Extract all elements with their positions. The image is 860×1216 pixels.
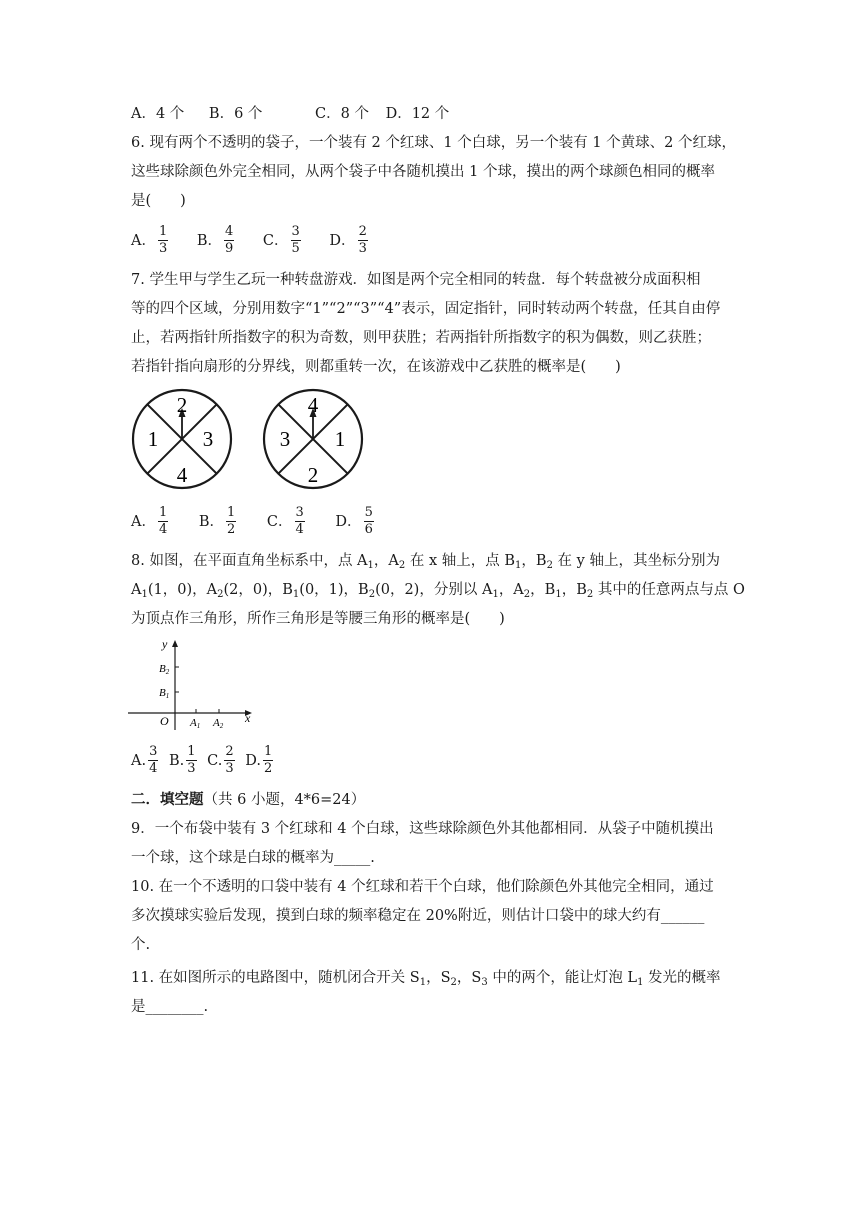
a1-label: A1 (190, 717, 201, 730)
section-2-title: 二．填空题 (131, 791, 204, 808)
spinner-2-left: 3 (279, 427, 291, 451)
b1-label: B1 (159, 687, 170, 700)
q7-line-1: 7. 学生甲与学生乙玩一种转盘游戏．如图是两个完全相同的转盘．每个转盘被分成面积相 (131, 272, 701, 288)
spinner-1-bottom: 4 (176, 463, 188, 487)
q5-option-c: C．8 个 (315, 106, 369, 122)
q8-option-b: B. $\frac{1}{3}$ (168, 743, 196, 776)
spinner-2-bottom: 2 (307, 463, 319, 487)
q6-option-b: B． $\frac{4}{9}$ (196, 223, 234, 256)
q6-line-3: 是( ) (131, 193, 186, 209)
q7-line-3: 止，若两指针所指数字的积为奇数，则甲获胜；若两指针所指数字的积为偶数，则乙获胜； (131, 330, 711, 346)
q5-option-d: D．12 个 (385, 106, 450, 122)
q8-line-2: $A_1(1$，0)，$A_2(2$，0)，$B_1(0$，1)，$B_2(0$，2)，分别以 $A_1$，$A_2$，$B_1$，$B_2$ 其中的任意两点与点 O (131, 582, 745, 600)
b2-label: B2 (159, 663, 170, 676)
q5-options (131, 104, 449, 124)
origin-label: O (160, 714, 169, 728)
q7-spinner-figure (128, 386, 378, 490)
y-axis-arrow-icon (172, 640, 178, 647)
y-axis-label: y (162, 637, 168, 651)
section-2-heading (131, 790, 365, 810)
q8-option-a: A. $\frac{3}{4}$ (131, 743, 158, 776)
q6-option-d: D． $\frac{2}{3}$ (329, 223, 367, 256)
q6-line-2: 这些球除颜色外完全相同，从两个袋子中各随机摸出 1 个球，摸出的两个球颜色相同的概率 (131, 164, 715, 180)
q8-option-c: C. $\frac{2}{3}$ (207, 743, 234, 776)
q8-options (131, 744, 275, 778)
a2-label: A2 (213, 717, 224, 730)
q7-option-b: B． $\frac{1}{2}$ (198, 504, 236, 537)
q5-option-a: A．4 个 (131, 106, 185, 122)
spinner-2 (264, 390, 362, 488)
q7-option-a: A． $\frac{1}{4}$ (131, 504, 168, 537)
q7-option-d: D． $\frac{5}{6}$ (335, 504, 373, 537)
q7-line-4: 若指针指向扇形的分界线，则都重转一次，在该游戏中乙获胜的概率是( ) (131, 359, 621, 375)
spinner-2-top: 4 (307, 393, 319, 417)
spinner-1 (133, 390, 231, 488)
q7-line-2: 等的四个区域，分别用数字“1”“2”“3”“4”表示，固定指针，同时转动两个转盘，任其自由停 (131, 301, 721, 317)
q5-option-b: B．6 个 (208, 106, 263, 122)
q8-coordinate-graph (128, 636, 260, 732)
q8-line-3: 为顶点作三角形，所作三角形是等腰三角形的概率是( ) (131, 611, 505, 627)
spinner-1-left: 1 (147, 427, 159, 451)
spinner-2-right: 1 (334, 427, 346, 451)
section-2-note: （共 6 小题，4*6=24） (203, 792, 366, 808)
q9-line-2: 一个球，这个球是白球的概率为_____. (131, 850, 375, 866)
q6-option-a: A． $\frac{1}{3}$ (131, 223, 168, 256)
q9-line-1: 9．一个布袋中装有 3 个红球和 4 个白球，这些球除颜色外其他都相同．从袋子中随机摸出 (131, 821, 714, 837)
q8-option-d: D. $\frac{1}{2}$ (245, 743, 273, 776)
q10-line-2: 多次摸球实验后发现，摸到白球的频率稳定在 20%附近，则估计口袋中的球大约有______ (131, 908, 705, 924)
x-axis-label: x (245, 711, 251, 725)
q10-line-3: 个. (131, 937, 151, 953)
q7-option-c: C． $\frac{3}{4}$ (266, 504, 304, 537)
q8-line-1: 8. 如图，在平面直角坐标系中，点 $A_1$，$A_2$ 在 x 轴上，点 $B_1$，$B_2$ 在 y 轴上，其坐标分别为 (131, 553, 720, 571)
q10-line-1: 10. 在一个不透明的口袋中装有 4 个红球和若干个白球，他们除颜色外其他完全相同，通过 (131, 879, 714, 895)
q7-options (131, 505, 376, 539)
q6-option-c: C． $\frac{3}{5}$ (262, 223, 300, 256)
q6-options (131, 224, 370, 258)
q6-line-1: 6. 现有两个不透明的袋子，一个装有 2 个红球、1 个白球，另一个装有 1 个黄球、2 个红球， (131, 135, 736, 151)
q11-line-1: 11. 在如图所示的电路图中，随机闭合开关 $S_1$，$S_2$，$S_3$ 中的两个，能让灯泡 $L_1$ 发光的概率 (131, 970, 721, 988)
q11-line-2: 是________. (131, 999, 209, 1015)
spinner-1-top: 2 (176, 393, 188, 417)
spinner-1-right: 3 (202, 427, 214, 451)
